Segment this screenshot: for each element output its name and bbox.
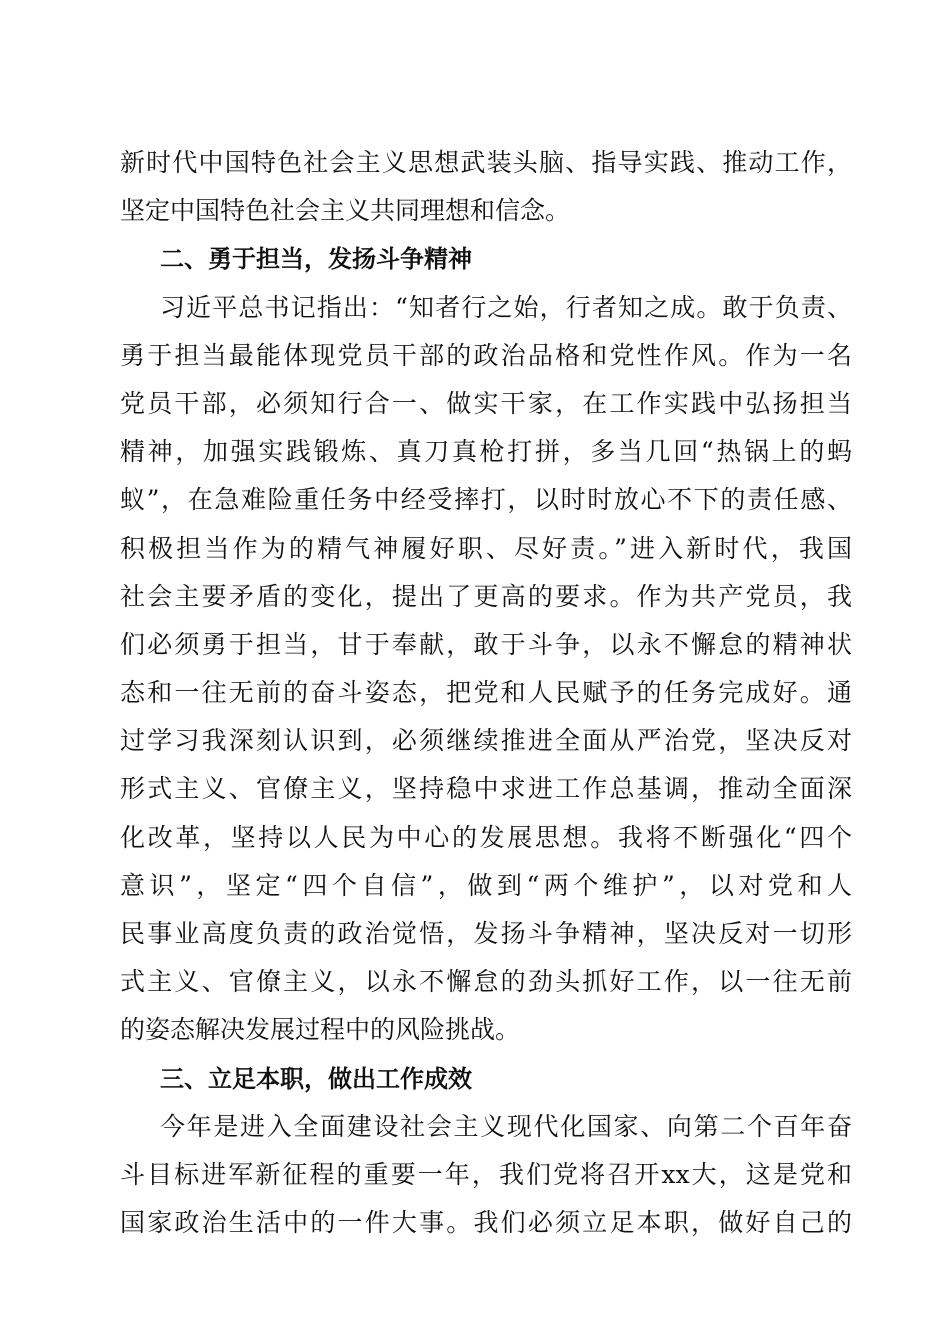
text-line: 式主义、官僚主义，以永不懈怠的劲头抓好工作，以一往无前 xyxy=(120,967,852,997)
section-heading-3: 三、立足本职，做出工作成效 xyxy=(160,1064,472,1093)
text-line: 新时代中国特色社会主义思想武装头脑、指导实践、推动工作， xyxy=(120,148,852,177)
text-line: 社会主要矛盾的变化，提出了更高的要求。作为共产党员，我 xyxy=(120,581,852,611)
text-line: 国家政治生活中的一件大事。我们必须立足本职，做好自己的 xyxy=(120,1208,852,1238)
text-line: 今年是进入全面建设社会主义现代化国家、向第二个百年奋 xyxy=(160,1111,852,1141)
section-3-paragraph xyxy=(120,1103,852,1248)
text-line: 坚定中国特色社会主义共同理想和信念。 xyxy=(120,196,571,226)
section-heading-2: 二、勇于担当，发扬斗争精神 xyxy=(160,245,472,274)
intro-paragraph xyxy=(120,139,852,235)
text-line: 勇于担当最能体现党员干部的政治品格和党性作风。作为一名 xyxy=(120,340,852,370)
text-line: 党员干部，必须知行合一、做实干家，在工作实践中弘扬担当 xyxy=(120,388,852,418)
text-line: 习近平总书记指出：“知者行之始，行者知之成。敢于负责、 xyxy=(160,292,852,322)
text-line: 过学习我深刻认识到，必须继续推进全面从严治党，坚决反对 xyxy=(120,726,852,756)
text-line: 民事业高度负责的政治觉悟，发扬斗争精神，坚决反对一切形 xyxy=(120,919,852,948)
text-line: 化改革，坚持以人民为中心的发展思想。我将不断强化“四个 xyxy=(120,822,852,852)
text-line: 积极担当作为的精气神履好职、尽好责。”进入新时代，我国 xyxy=(120,533,852,563)
section-2-paragraph xyxy=(120,284,852,1055)
text-line: 们必须勇于担当，甘于奉献，敢于斗争，以永不懈怠的精神状 xyxy=(120,629,852,659)
text-line: 精神，加强实践锻炼、真刀真枪打拼，多当几回“热锅上的蚂 xyxy=(120,437,852,467)
text-line: 意识”，坚定“四个自信”，做到“两个维护”，以对党和人 xyxy=(120,870,852,900)
text-line: 态和一往无前的奋斗姿态，把党和人民赋予的任务完成好。通 xyxy=(120,678,852,708)
text-line: 形式主义、官僚主义，坚持稳中求进工作总基调，推动全面深 xyxy=(120,774,852,804)
text-line: 斗目标进军新征程的重要一年，我们党将召开xx大，这是党和 xyxy=(120,1159,852,1189)
text-line: 蚁”，在急难险重任务中经受摔打，以时时放心不下的责任感、 xyxy=(120,485,852,515)
document-body xyxy=(120,139,852,1247)
text-line: 的姿态解决发展过程中的风险挑战。 xyxy=(120,1015,521,1045)
